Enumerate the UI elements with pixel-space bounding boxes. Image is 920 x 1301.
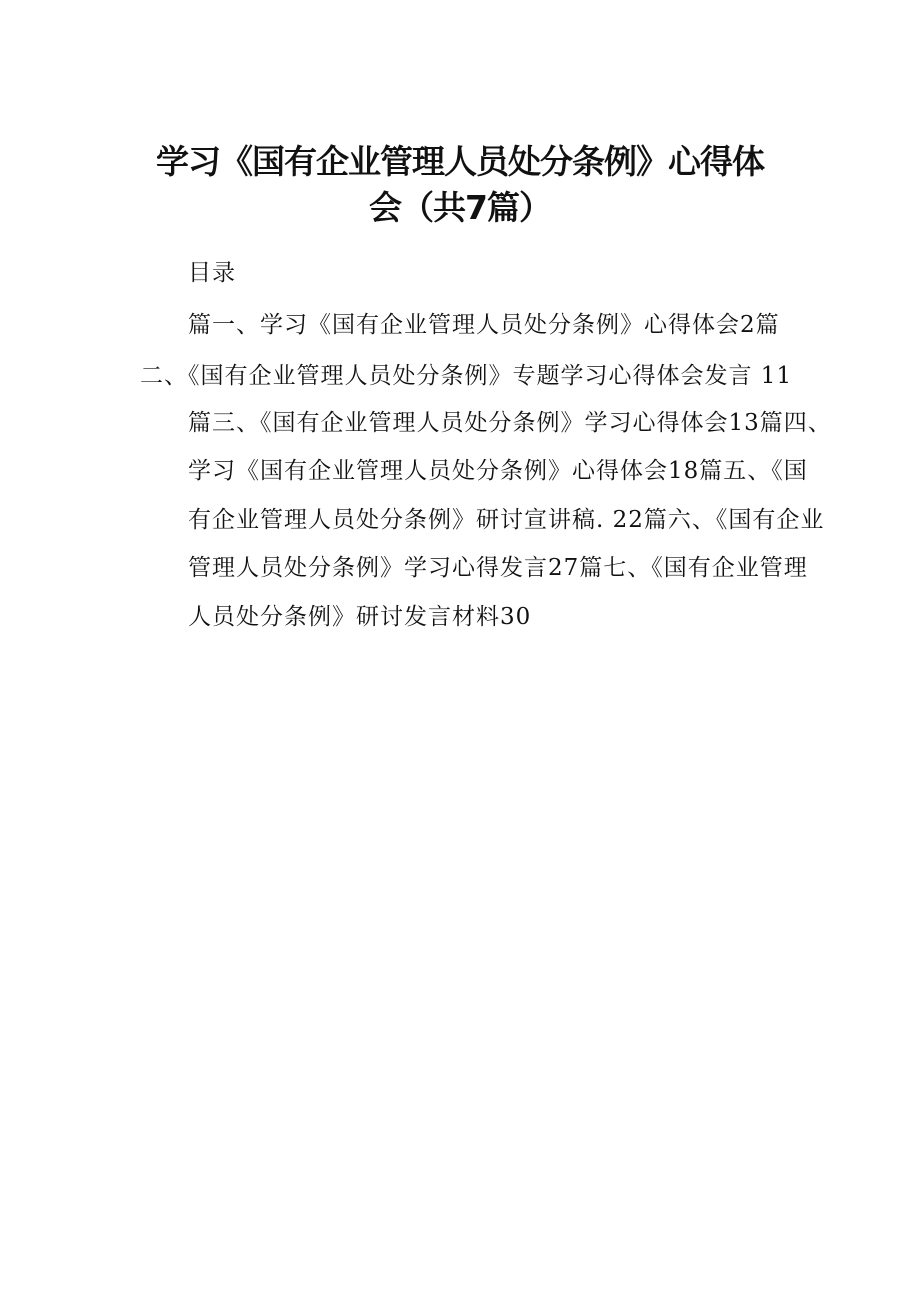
toc-line-6: 管理人员处分条例》学习心得发言27篇七、《国有企业管理 bbox=[188, 555, 808, 581]
toc-line-5: 有企业管理人员处分条例》研讨宣讲稿. 22篇六、《国有企业 bbox=[188, 507, 825, 533]
document-title-line-1: 学习《国有企业管理人员处分条例》心得体 bbox=[156, 142, 764, 181]
document-title-line-2: 会（共7篇） bbox=[369, 188, 551, 227]
toc-line-1: 篇一、学习《国有企业管理人员处分条例》心得体会2篇 bbox=[188, 312, 780, 338]
toc-line-2: 二、《国有企业管理人员处分条例》专题学习心得体会发言 11 bbox=[140, 363, 793, 389]
toc-line-7: 人员处分条例》研讨发言材料30 bbox=[188, 604, 532, 630]
toc-line-4: 学习《国有企业管理人员处分条例》心得体会18篇五、《国 bbox=[188, 458, 808, 484]
toc-heading: 目录 bbox=[188, 260, 236, 286]
toc-line-3: 篇三、《国有企业管理人员处分条例》学习心得体会13篇四、 bbox=[188, 410, 832, 436]
